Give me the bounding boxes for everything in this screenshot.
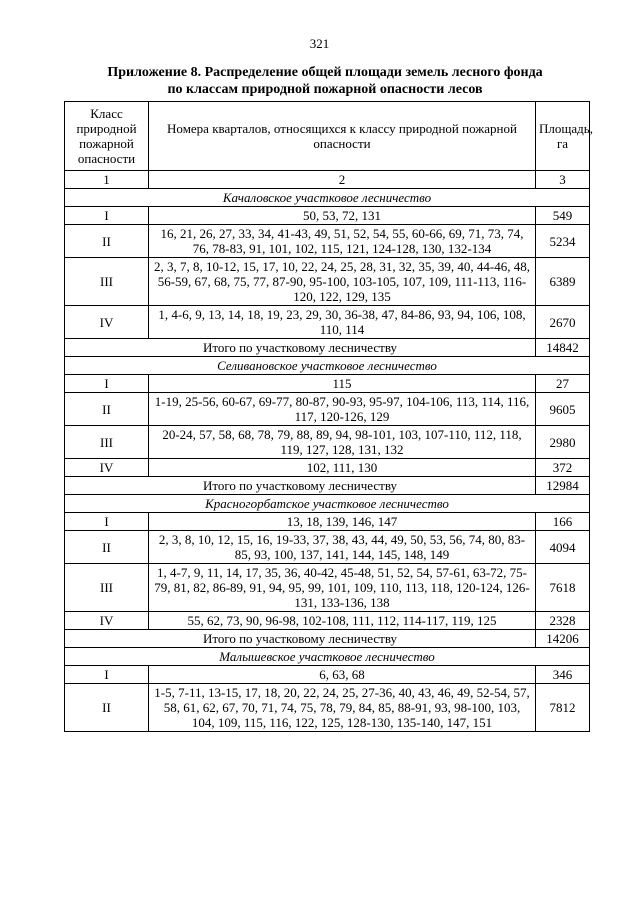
page-number: 321 [309, 36, 330, 51]
area-cell: 4094 [536, 531, 590, 564]
quarters-cell: 1, 4-6, 9, 13, 14, 18, 19, 23, 29, 30, 36-38, 47, 84-86, 93, 94, 106, 108, 110, 114 [149, 306, 536, 339]
class-cell: II [65, 225, 149, 258]
table-row [65, 612, 590, 630]
title-line-2: по классам природной пожарной опасности лесов [167, 82, 483, 97]
class-cell: I [65, 375, 149, 393]
table-row [65, 513, 590, 531]
total-row [65, 477, 590, 495]
class-cell: I [65, 666, 149, 684]
area-cell: 2670 [536, 306, 590, 339]
quarters-cell: 1-19, 25-56, 60-67, 69-77, 80-87, 90-93, 95-97, 104-106, 113, 114, 116, 117, 120-126, 129 [149, 393, 536, 426]
area-cell: 6389 [536, 258, 590, 306]
table-row [65, 207, 590, 225]
quarters-cell: 115 [149, 375, 536, 393]
total-row [65, 339, 590, 357]
area-cell: 27 [536, 375, 590, 393]
table-row [65, 426, 590, 459]
table-row [65, 375, 590, 393]
quarters-cell: 55, 62, 73, 90, 96-98, 102-108, 111, 112, 114-117, 119, 125 [149, 612, 536, 630]
table-row [65, 258, 590, 306]
quarters-cell: 2, 3, 7, 8, 10-12, 15, 17, 10, 22, 24, 25, 28, 31, 32, 35, 39, 40, 44-46, 48, 56-59, 67, 68, 75, 77, 87-90, 95-100, 103-105, 107, 109, 111-113, 116-120, 122, 129, 135 [149, 258, 536, 306]
table-row [65, 306, 590, 339]
table-row [65, 225, 590, 258]
class-cell: II [65, 393, 149, 426]
class-cell: I [65, 207, 149, 225]
table-row [65, 684, 590, 732]
section-name: Качаловское участковое лесничество [65, 189, 590, 207]
quarters-cell: 102, 111, 130 [149, 459, 536, 477]
area-cell: 549 [536, 207, 590, 225]
area-cell: 166 [536, 513, 590, 531]
total-label: Итого по участковому лесничеству [65, 630, 536, 648]
section-row [65, 495, 590, 513]
section-name: Красногорбатское участковое лесничество [65, 495, 590, 513]
area-cell: 346 [536, 666, 590, 684]
section-name: Селивановское участковое лесничество [65, 357, 590, 375]
total-value: 14206 [536, 630, 590, 648]
title-line-1: Приложение 8. Распределение общей площади земель лесного фонда [107, 65, 543, 80]
class-cell: III [65, 564, 149, 612]
quarters-cell: 13, 18, 139, 146, 147 [149, 513, 536, 531]
section-row [65, 357, 590, 375]
fire-hazard-table [64, 101, 593, 732]
total-value: 14842 [536, 339, 590, 357]
column-number-row [65, 171, 590, 189]
header-row [65, 102, 590, 171]
class-cell: I [65, 513, 149, 531]
header-class: Класс природной пожарной опасности [65, 102, 149, 171]
page-title [60, 64, 590, 98]
column-number: 1 [65, 171, 149, 189]
quarters-cell: 50, 53, 72, 131 [149, 207, 536, 225]
section-row [65, 648, 590, 666]
column-number: 3 [536, 171, 590, 189]
quarters-cell: 16, 21, 26, 27, 33, 34, 41-43, 49, 51, 52, 54, 55, 60-66, 69, 71, 73, 74, 76, 78-83, 91, 101, 102, 115, 121, 124-128, 130, 132-134 [149, 225, 536, 258]
total-row [65, 630, 590, 648]
total-label: Итого по участковому лесничеству [65, 477, 536, 495]
total-label: Итого по участковому лесничеству [65, 339, 536, 357]
quarters-cell: 2, 3, 8, 10, 12, 15, 16, 19-33, 37, 38, 43, 44, 49, 50, 53, 56, 74, 80, 83-85, 93, 100, 137, 141, 144, 145, 148, 149 [149, 531, 536, 564]
section-name: Малышевское участковое лесничество [65, 648, 590, 666]
area-cell: 372 [536, 459, 590, 477]
section-row [65, 189, 590, 207]
class-cell: IV [65, 612, 149, 630]
area-cell: 5234 [536, 225, 590, 258]
header-quarters: Номера кварталов, относящихся к классу природной пожарной опасности [149, 102, 536, 171]
area-cell: 7812 [536, 684, 590, 732]
table-row [65, 531, 590, 564]
area-cell: 7618 [536, 564, 590, 612]
class-cell: II [65, 684, 149, 732]
area-cell: 2980 [536, 426, 590, 459]
class-cell: II [65, 531, 149, 564]
quarters-cell: 1-5, 7-11, 13-15, 17, 18, 20, 22, 24, 25, 27-36, 40, 43, 46, 49, 52-54, 57, 58, 61, 62, 67, 70, 71, 74, 75, 78, 79, 84, 85, 88-91, 93, 98-100, 103, 104, 109, 115, 116, 122, 125, 128-130, 135-140, 147, 151 [149, 684, 536, 732]
quarters-cell: 1, 4-7, 9, 11, 14, 17, 35, 36, 40-42, 45-48, 51, 52, 54, 57-61, 63-72, 75-79, 81, 82, 86-89, 91, 94, 95, 99, 101, 109, 110, 113, 118, 120-124, 126-131, 133-136, 138 [149, 564, 536, 612]
area-cell: 9605 [536, 393, 590, 426]
quarters-cell: 20-24, 57, 58, 68, 78, 79, 88, 89, 94, 98-101, 103, 107-110, 112, 118, 119, 127, 128, 131, 132 [149, 426, 536, 459]
class-cell: III [65, 258, 149, 306]
quarters-cell: 6, 63, 68 [149, 666, 536, 684]
class-cell: IV [65, 306, 149, 339]
total-value: 12984 [536, 477, 590, 495]
class-cell: IV [65, 459, 149, 477]
class-cell: III [65, 426, 149, 459]
table-row [65, 459, 590, 477]
table-row [65, 666, 590, 684]
table-row [65, 393, 590, 426]
column-number: 2 [149, 171, 536, 189]
area-cell: 2328 [536, 612, 590, 630]
table-row [65, 564, 590, 612]
header-area: Площадь, га [536, 102, 590, 171]
